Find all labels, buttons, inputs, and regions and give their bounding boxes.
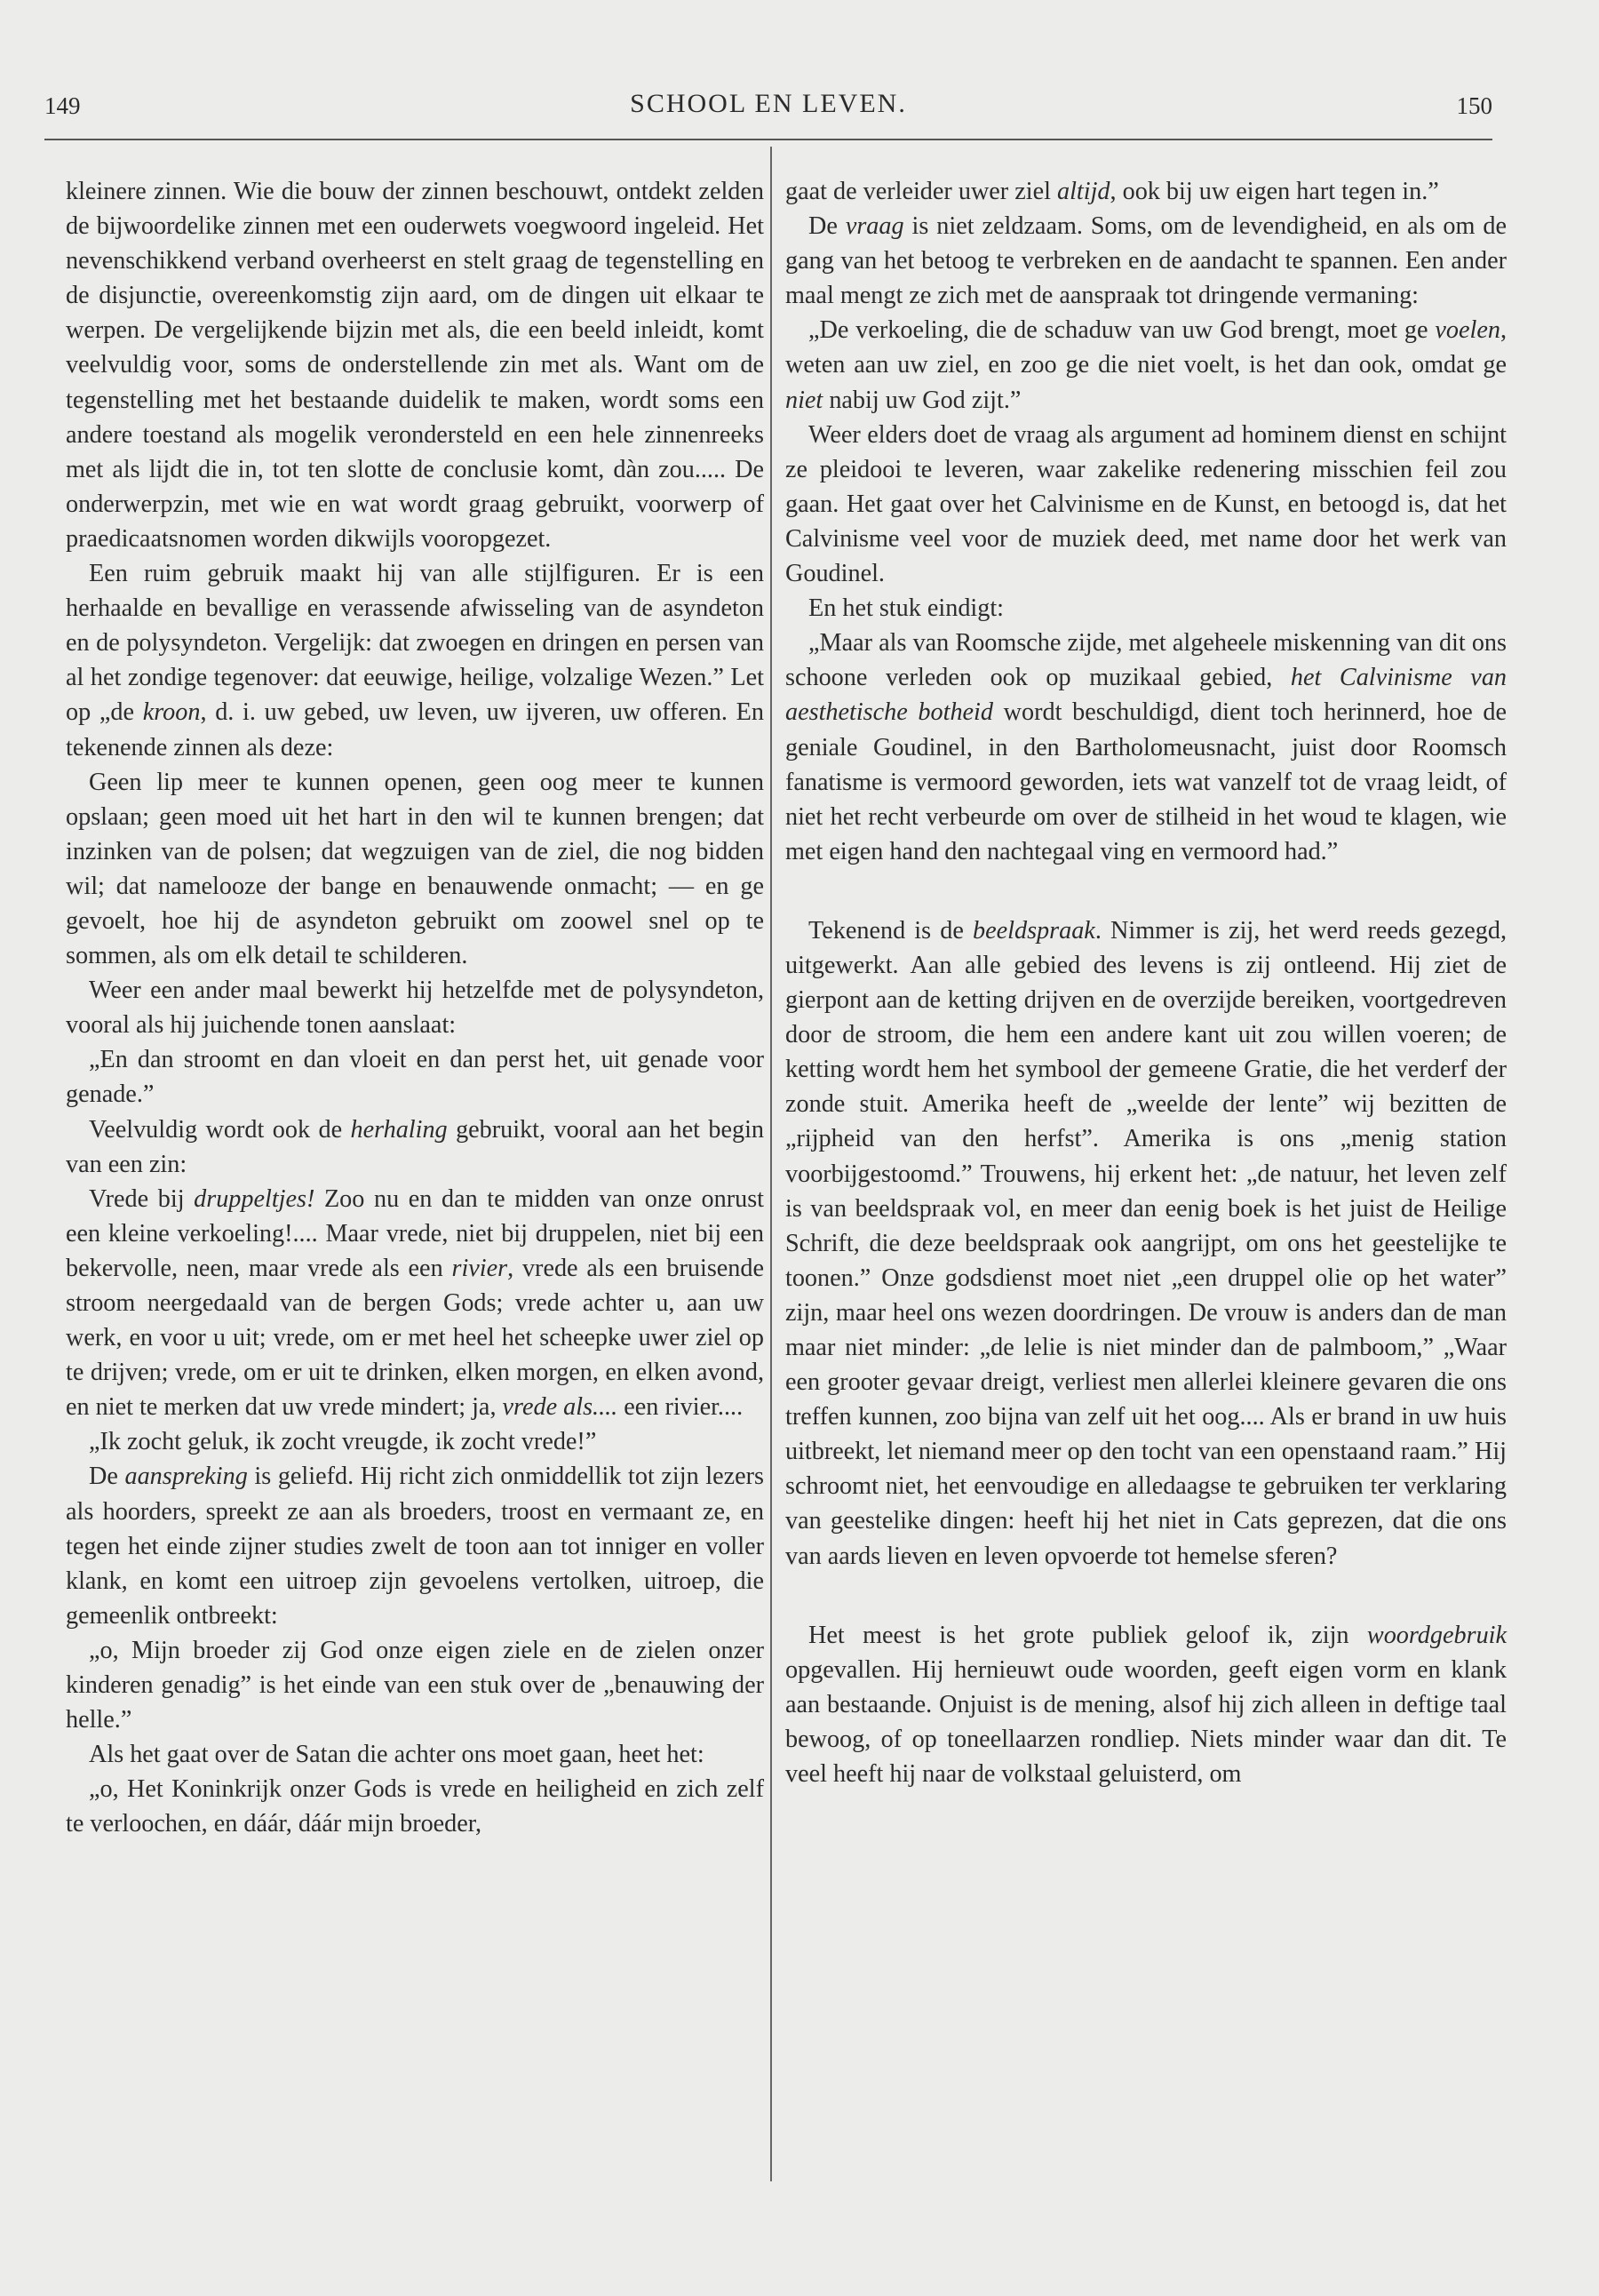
paragraph: „o, Het Koninkrijk onzer Gods is vrede en heiligheid en zich zelf te verloochen, en dáár, dáár mijn broeder,	[66, 1775, 764, 1838]
paragraph: Vrede bij druppeltjes! Zoo nu en dan te midden van onze onrust een kleine verkoeling!.... Maar vrede, niet bij druppelen, niet bij een bekervolle, neen, maar vrede als een rivier, vrede als een bruisende stroom neergedaald van de bergen Gods; vrede achter u, aan uw werk, en voor u uit; vrede, om er met heel het scheepke uwer ziel op te drijven; vrede, om er uit te drinken, elken morgen, en elken avond, en niet te merken dat uw vrede mindert; ja, vrede als.... een rivier....	[66, 1184, 765, 1422]
paragraph: Tekenend is de beeldspraak. Nimmer is zij, het werd reeds gezegd, uitgewerkt. Aan alle gebied des levens is zij ontleend. Hij ziet de gierpont aan de ketting drijven en de overzijde bereiken, voortgedreven door de stroom, die hem een andere kant uit zou willen voeren; de ketting wordt hem het symbool der gemeene Gratie, die het verderf der zonde stuit. Amerika heeft de „weelde der lente” wij bezitten de „rijpheid van den herfst”. Amerika is ons „menig station voorbijgestoomd.” Trouwens, hij erkent het: „de natuur, het leven zelf is van beeldspraak vol, en meer dan eenig boek is het juist de Heilige Schrift, die deze beeldspraak ook aangrijpt, om ons het geestelijke te toonen.” Onze godsdienst moet niet „een druppel olie op het water” zijn, maar heel ons wezen doordringen. De vrouw is anders dan de man maar niet minder: „de lelie is niet minder dan de palmboom,” „Waar een grooter gevaar dreigt, verliest men allerlei kleinere gevaren die ons treffen kunnen, zoo bijna van zelf uit het oog.... Als er brand in uw huis uitbreekt, let niemand meer op den tocht van een openstaand raam.” Hij schroomt niet, het eenvoudige en alledaagse te gebruiken ter verklaring van geestelike dingen: heeft hij het niet in Cats geprezen, dat die ons van aards lieven en leven opvoerde tot hemelse sferen?	[785, 916, 1508, 1570]
header-rule	[44, 139, 1492, 140]
paragraph: Weer een ander maal bewerkt hij hetzelfde met de polysyndeton, vooral als hij juichende tonen aanslaat:	[66, 977, 764, 1040]
page-number-right: 150	[1456, 92, 1492, 119]
paragraph: Het meest is het grote publiek geloof ik, zijn woordgebruik opgevallen. Hij hernieuwt oude woorden, geeft eigen vorm en klank aan bestaande. Onjuist is de mening, alsof hij zich alleen in deftige taal bewoog, of op toneellaarzen rondliep. Niets minder waar dan dit. Te veel heeft hij naar de volkstaal geluisterd, om	[785, 1621, 1507, 1789]
running-title: SCHOOL EN LEVEN.	[630, 89, 907, 118]
paragraph: „De verkoeling, die de schaduw van uw God brengt, moet ge voelen, weten aan uw ziel, en zoo ge die niet voelt, is het dan ook, omdat ge niet nabij uw God zijt.”	[785, 316, 1507, 414]
paragraph: „o, Mijn broeder zij God onze eigen ziele en de zielen onzer kinderen genadig” is het einde van een stuk over de „benauwing der helle.”	[66, 1636, 764, 1734]
paragraph: „En dan stroomt en dan vloeit en dan perst het, uit genade voor genade.”	[66, 1046, 764, 1109]
paragraph: Een ruim gebruik maakt hij van alle stijlfiguren. Er is een herhaalde en bevallige en verassende afwisseling van de asyndeton en de polysyndeton. Vergelijk: dat zwoegen en dringen en persen van al het zondige tegenover: dat eeuwige, heilige, volzalige Wezen.” Let op „de kroon, d. i. uw gebed, uw leven, uw ijveren, uw offeren. En tekenende zinnen als deze:	[66, 560, 764, 761]
paragraph: gaat de verleider uwer ziel altijd, ook bij uw eigen hart tegen in.”	[785, 178, 1439, 205]
right-column	[785, 174, 1507, 1791]
paragraph: Weer elders doet de vraag als argument ad hominem dienst en schijnt ze pleidooi te leveren, waar zakelike redenering misschien feil zou gaan. Het gaat over het Calvinisme en de Kunst, en betoogd is, dat het Calvinisme veel voor de muziek deed, met name door het werk van Goudinel.	[785, 420, 1507, 588]
paragraph: De aanspreking is geliefd. Hij richt zich onmiddellik tot zijn lezers als hoorders, spreekt ze aan als broeders, troost en vermaant ze, en tegen het einde zijner studies zwelt de toon aan tot inniger en voller klank, en komt een uitroep zijn gevoelens vertolken, uitroep, die gemeenlik ontbreekt:	[66, 1463, 764, 1630]
page-number-left: 149	[44, 92, 81, 119]
paragraph: Geen lip meer te kunnen openen, geen oog meer te kunnen opslaan; geen moed uit het hart in den wil te kunnen brengen; dat inzinken van de polsen; dat wegzuigen van de ziel, die nog bidden wil; dat namelooze der bange en benauwende onmacht; — en ge gevoelt, hoe hij de asyndeton gebruikt om zoowel snel op te sommen, als om elk detail te schilderen.	[66, 768, 764, 970]
paragraph: De vraag is niet zeldzaam. Soms, om de levendigheid, en als om de gang van het betoog te verbreken en de aandacht te spannen. Een ander maal mengt ze zich met de aanspraak tot dringende vermaning:	[785, 212, 1507, 310]
paragraph: Veelvuldig wordt ook de herhaling gebruikt, vooral aan het begin van een zin:	[66, 1115, 764, 1178]
paragraph: „Maar als van Roomsche zijde, met algeheele miskenning van dit ons schoone verleden ook op muzikaal gebied, het Calvinisme van aesthetische botheid wordt beschuldigd, dient toch herinnerd, hoe de geniale Goudinel, in den Bartholomeusnacht, juist door Roomsch fanatisme is vermoord geworden, iets wat vanzelf tot de vraag leidt, of niet het recht verbeurde om over de stilheid in het woud te klagen, wie met eigen hand den nachtegaal ving en vermoord had.”	[785, 629, 1508, 865]
paragraph: En het stuk eindigt:	[808, 594, 1004, 623]
paragraph: kleinere zinnen. Wie die bouw der zinnen beschouwt, ontdekt zelden de bijwoordelike zinnen met een ouderwets voegwoord ingeleid. Het nevenschikkend verband overheerst en stelt graag de tegenstelling en de disjunctie, overeenkomstig zijn aard, om de dingen uit elkaar te werpen. De vergelijkende bijzin met als, die een beeld inleidt, komt veelvuldig voor, soms de onderstellende zin met als. Want om de tegenstelling met het bestaande duidelik te maken, wordt soms een andere toestand als mogelik verondersteld en een hele zinnenreeks met als lijdt die in, tot ten slotte de conclusie komt, dàn zou..... De onderwerpzin, met wie en wat wordt graag gebruikt, voorwerp of praedicaatsnomen worden dikwijls vooropgezet.	[66, 178, 764, 553]
page-header	[44, 89, 1492, 142]
column-divider	[770, 147, 772, 2181]
paragraph: Als het gaat over de Satan die achter ons moet gaan, heet het:	[89, 1741, 704, 1769]
left-column	[66, 174, 764, 1842]
paragraph: „Ik zocht geluk, ik zocht vreugde, ik zocht vrede!”	[89, 1428, 597, 1456]
